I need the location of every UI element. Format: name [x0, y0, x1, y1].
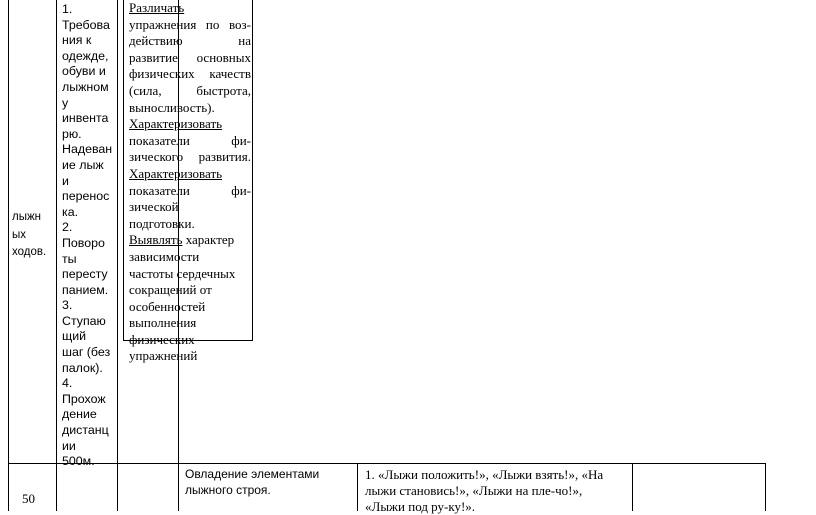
col3-box-left — [123, 0, 124, 340]
requirement-line: 2. — [62, 220, 73, 235]
activity-text: показатели фи- — [129, 182, 251, 198]
col1-label: лыжн ых ходов. — [12, 211, 47, 258]
commands-line-2: лыжи становись!», «Лыжи на пле-чо!», — [365, 483, 583, 498]
activity-line — [129, 282, 251, 299]
requirement-line: 4. — [62, 376, 73, 391]
activity-line — [129, 83, 251, 100]
requirement-line: 500м. — [62, 454, 95, 469]
requirement-line: лыжном — [62, 79, 109, 94]
activity-line — [129, 183, 251, 200]
requirements-list — [62, 2, 112, 470]
activity-text: зической — [129, 199, 179, 215]
activity-text: подготовки. — [129, 215, 195, 231]
activity-text: физических качеств — [129, 66, 251, 82]
requirement-line: обуви и — [62, 64, 106, 79]
requirement-line: панием. — [62, 282, 109, 297]
requirement-line: 1. — [62, 2, 73, 16]
activity-line — [129, 216, 251, 233]
activity-text: действию на — [129, 33, 251, 49]
requirement-line: инвента — [62, 111, 109, 126]
activity-text: характер — [182, 232, 235, 248]
activity-text: зического развития. — [129, 149, 251, 165]
activity-line — [129, 315, 251, 332]
activity-line — [129, 149, 251, 166]
row-divider — [8, 463, 765, 464]
activity-text: частоты сердечных — [129, 265, 236, 281]
col1-divider — [56, 0, 57, 511]
table-left-border — [8, 0, 9, 511]
activity-keyword: Различать — [129, 0, 185, 15]
requirement-line: одежде, — [62, 48, 109, 63]
activity-text: зависимости — [129, 248, 200, 264]
requirement-line: дение — [62, 407, 97, 422]
requirement-line: ии — [62, 438, 76, 453]
col3-box-right — [252, 0, 253, 340]
activity-line — [129, 100, 251, 117]
requirement-line: Ступаю — [62, 313, 106, 328]
activity-line — [129, 116, 251, 133]
requirement-line: перенос — [62, 189, 110, 204]
activity-text: выносливость). — [129, 99, 215, 115]
activity-text: развитие основных — [129, 49, 251, 65]
activity-text: (сила, быстрота, — [129, 82, 251, 98]
requirement-line: пересту — [62, 267, 108, 282]
activity-line — [129, 299, 251, 316]
requirement-line: ие лыж — [62, 157, 104, 172]
activity-line — [129, 17, 251, 34]
requirement-line: шаг (без — [62, 345, 111, 360]
requirement-line: у — [62, 95, 69, 110]
requirement-line: ка. — [62, 204, 79, 219]
activity-text: выполнения — [129, 315, 197, 331]
requirement-line: Поворо — [62, 235, 105, 250]
activity-text: особенностей — [129, 298, 206, 314]
requirement-line: и — [62, 173, 69, 188]
activities-description — [129, 0, 251, 365]
requirement-line: щий — [62, 329, 87, 344]
activity-line — [129, 249, 251, 266]
activity-text: упражнений — [129, 348, 198, 364]
requirement-line: 3. — [62, 298, 73, 313]
col2-divider — [117, 0, 118, 511]
activity-text: упражнения по воз- — [129, 16, 251, 32]
activity-keyword: Выявлять — [129, 232, 183, 248]
activity-line — [129, 166, 251, 183]
activity-text: показатели фи- — [129, 132, 251, 148]
col4-divider — [357, 463, 358, 511]
activity-keyword: Характеризовать — [129, 165, 223, 181]
requirement-line: ния к — [62, 33, 92, 48]
requirement-line: Прохож — [62, 391, 106, 406]
activity-keyword: Характеризовать — [129, 116, 223, 132]
lesson-topic: Овладение элементами лыжного строя. — [185, 467, 320, 497]
activity-text: физических — [129, 331, 195, 347]
activity-line — [129, 266, 251, 283]
activity-line — [129, 332, 251, 349]
activity-line — [129, 50, 251, 67]
requirement-line: рю. — [62, 126, 82, 141]
commands-line-1: 1. «Лыжи положить!», «Лыжи взять!», «На — [365, 467, 604, 482]
requirement-line: Требова — [62, 17, 110, 32]
activity-line — [129, 348, 251, 365]
row-number: 50 — [22, 491, 35, 506]
activity-line — [129, 133, 251, 150]
activity-line — [129, 66, 251, 83]
table-right-border — [765, 463, 766, 511]
col5-divider — [632, 463, 633, 511]
commands-line-3: «Лыжи под ру-ку!». — [365, 499, 476, 514]
activity-line — [129, 199, 251, 216]
activity-line — [129, 232, 251, 249]
requirement-line: Надеван — [62, 142, 113, 157]
requirement-line: палок). — [62, 360, 103, 375]
activity-line — [129, 0, 251, 17]
activity-text: сокращений от — [129, 282, 212, 298]
requirement-line: дистанц — [62, 423, 109, 438]
activity-line — [129, 33, 251, 50]
requirement-line: ты — [62, 251, 77, 266]
